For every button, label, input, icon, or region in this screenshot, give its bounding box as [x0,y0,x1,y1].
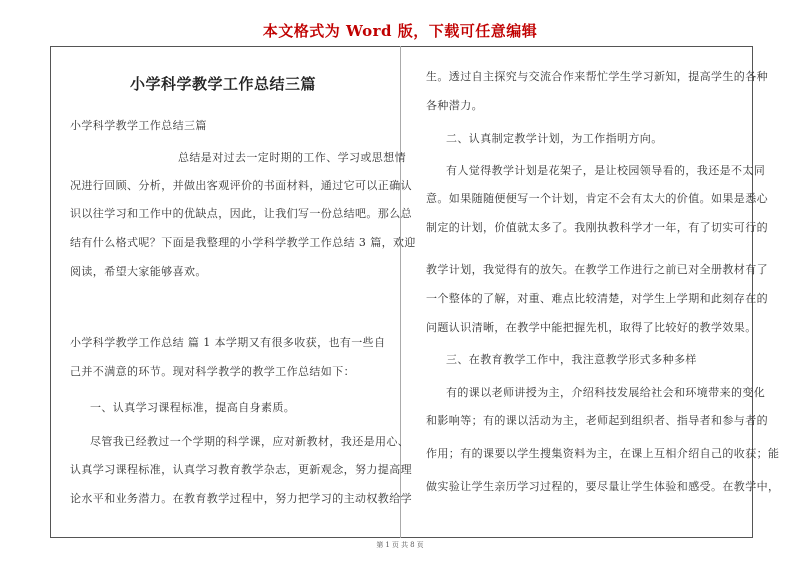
right-line-14: 做实验让学生亲历学习过程的，要尽量让学生体验和感受。在教学中， [426,480,780,493]
left-line-11: 认真学习课程标准，认真学习教育教学杂志，更新观念，努力提高理 [70,463,412,476]
right-line-2: 各种潜力。 [426,99,483,112]
footer-mid: 页 共 [391,541,409,549]
left-line-6: 阅读，希望大家能够喜欢。 [70,265,207,278]
footer-prefix: 第 [376,541,384,549]
left-line-3: 况进行回顾、分析，并做出客观评价的书面材料，通过它可以正确认 [70,179,412,192]
right-line-13: 作用；有的课要以学生搜集资料为主，在课上互相介绍自己的收获；能 [426,447,780,460]
footer-total-pages: 8 [410,541,415,549]
right-line-6: 制定的计划，价值就太多了。我刚执教科学才一年，有了切实可行的 [426,221,768,234]
left-line-5: 结有什么格式呢？下面是我整理的小学科学教学工作总结 3 篇，欢迎 [70,236,416,249]
right-line-12: 和影响等；有的课以活动为主，老师起到组织者、指导者和参与者的 [426,414,768,427]
right-line-4: 有人觉得教学计划是花架子，是让校园领导看的，我还是不太同 [446,164,766,177]
right-line-5: 意。如果随随便便写一个计划，肯定不会有太大的价值。如果是悉心 [426,192,768,205]
left-line-4: 识以往学习和工作中的优缺点，因此，让我们写一份总结吧。那么总 [70,207,412,220]
left-line-8: 己并不满意的环节。现对科学教学的教学工作总结如下： [70,365,355,378]
left-line-1: 小学科学教学工作总结三篇 [70,119,207,132]
banner-notice: 本文格式为 Word 版，下载可任意编辑 [262,22,538,40]
right-line-8: 一个整体的了解，对重、难点比较清楚，对学生上学期和此刻存在的 [426,292,768,305]
left-line-9: 一、认真学习课程标准，提高自身素质。 [90,401,296,414]
footer-suffix: 页 [416,541,424,549]
left-line-7: 小学科学教学工作总结 篇 1 本学期又有很多收获，也有一些自 [70,336,386,349]
document-title: 小学科学教学工作总结三篇 [130,75,317,93]
right-line-11: 有的课以老师讲授为主，介绍科技发展给社会和环境带来的变化 [446,386,766,399]
right-line-9: 问题认识清晰，在教学中能把握先机，取得了比较好的教学效果。 [426,321,757,334]
footer-page-number: 1 [385,541,390,549]
right-line-1: 生。透过自主探究与交流合作来帮忙学生学习新知，提高学生的各种 [426,70,768,83]
page-footer [0,540,800,550]
left-line-2: 总结是对过去一定时期的工作、学习或思想情 [178,151,406,164]
left-line-12: 论水平和业务潜力。在教育教学过程中，努力把学习的主动权教给学 [70,492,412,505]
right-line-10: 三、在教育教学工作中，我注意教学形式多种多样 [446,353,697,366]
left-line-10: 尽管我已经教过一个学期的科学课，应对新教材，我还是用心、 [90,435,410,448]
right-line-7: 教学计划，我觉得有的放矢。在教学工作进行之前已对全册教材有了 [426,263,768,276]
right-line-3: 二、认真制定教学计划，为工作指明方向。 [446,132,663,145]
